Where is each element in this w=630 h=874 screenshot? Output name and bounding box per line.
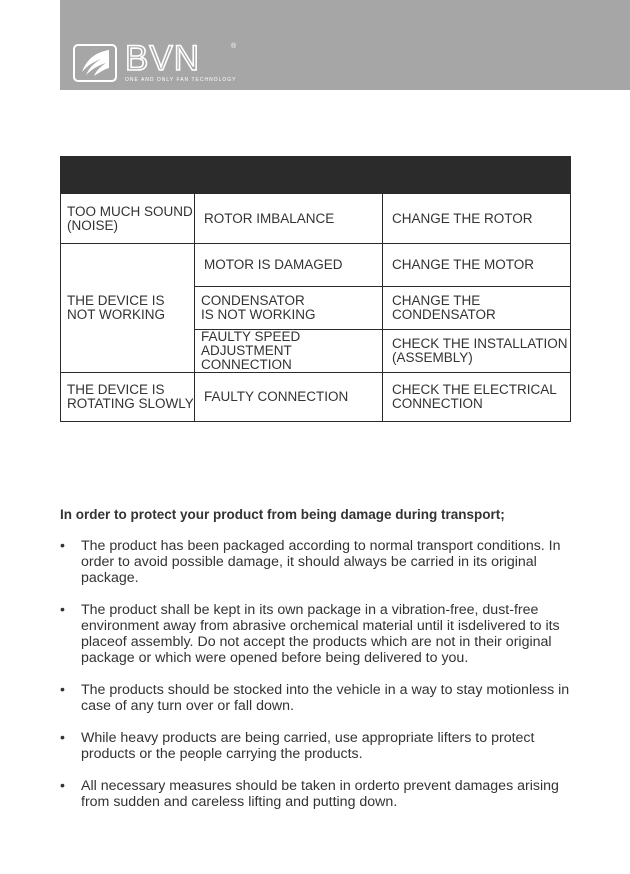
list-item <box>60 778 575 810</box>
list-item-text: The product has been packaged according to normal transport conditions. In order to avoid possible damage, it should always be carried in its original package. <box>81 538 561 586</box>
cause-cell: CONDENSATOR IS NOT WORKING <box>195 287 383 330</box>
table-row <box>61 194 571 244</box>
problem-cell: TOO MUCH SOUND (NOISE) <box>61 194 195 244</box>
bullet-icon: • <box>60 682 65 698</box>
list-item-text: While heavy products are being carried, use appropriate lifters to protect products or the people carrying the products. <box>81 730 535 762</box>
table-row <box>61 373 571 422</box>
header-cell-solution <box>383 157 571 193</box>
brand-name: BVN <box>125 39 200 78</box>
registered-mark: ® <box>231 43 237 50</box>
cause-cell: ROTOR IMBALANCE <box>195 194 383 244</box>
problem-cell: THE DEVICE IS ROTATING SLOWLY <box>61 373 195 422</box>
bullet-icon: • <box>60 730 65 746</box>
table-header-row <box>61 157 571 193</box>
cause-cell: FAULTY SPEED ADJUSTMENT CONNECTION <box>195 330 383 373</box>
transport-heading: In order to protect your product from being damage during transport; <box>60 507 505 522</box>
cause-cell: FAULTY CONNECTION <box>195 373 383 422</box>
problem-cell: THE DEVICE IS NOT WORKING <box>61 244 195 373</box>
brand-logo <box>73 41 235 85</box>
solution-cell: CHANGE THE CONDENSATOR <box>383 287 571 330</box>
feather-wing-icon <box>73 44 117 82</box>
transport-bullet-list <box>60 538 575 826</box>
solution-cell: CHECK THE INSTALLATION (ASSEMBLY) <box>383 330 571 373</box>
bullet-icon: • <box>60 602 65 618</box>
list-item <box>60 682 575 714</box>
bullet-icon: • <box>60 778 65 794</box>
solution-cell: CHANGE THE ROTOR <box>383 194 571 244</box>
bullet-icon: • <box>60 538 65 554</box>
solution-cell: CHANGE THE MOTOR <box>383 244 571 287</box>
list-item <box>60 730 575 762</box>
header-cell-cause <box>195 157 383 193</box>
list-item <box>60 538 575 586</box>
list-item-text: All necessary measures should be taken in orderto prevent damages arising from sudden and careless lifting and putting down. <box>81 778 559 810</box>
brand-tagline: ONE AND ONLY FAN TECHNOLOGY <box>125 77 237 83</box>
header-cell-problem <box>61 157 195 193</box>
solution-cell: CHECK THE ELECTRICAL CONNECTION <box>383 373 571 422</box>
cause-cell: MOTOR IS DAMAGED <box>195 244 383 287</box>
list-item <box>60 602 575 666</box>
troubleshooting-table <box>60 156 571 422</box>
list-item-text: The products should be stocked into the vehicle in a way to stay motionless in case of any turn over or fall down. <box>81 682 570 714</box>
table-row <box>61 244 571 287</box>
list-item-text: The product shall be kept in its own package in a vibration-free, dust-free environment away from abrasive orchemical material until it isdelivered to its placeof assembly. Do not accept the products which are not in their original package or which were opened before being delivered to you. <box>81 602 560 666</box>
